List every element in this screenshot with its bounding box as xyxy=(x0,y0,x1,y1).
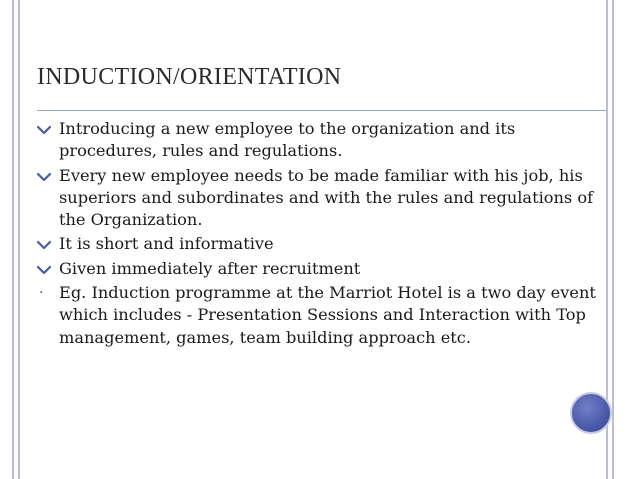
bullet-text: Eg. Induction programme at the Marriot Hotel is a two day event which includes - Presentation Sessions and Interaction with Top management, games, team building approach etc. xyxy=(59,283,596,347)
right-rail-line xyxy=(612,0,614,479)
bullet-item xyxy=(37,165,597,232)
bullet-text: Given immediately after recruitment xyxy=(59,258,361,278)
bullet-list xyxy=(37,118,597,351)
dot-bullet-icon: · xyxy=(39,285,44,302)
left-rail-line xyxy=(18,0,20,479)
chevron-bullet-icon xyxy=(37,265,51,275)
title-divider xyxy=(37,110,606,111)
bullet-text: It is short and informative xyxy=(59,234,274,254)
bullet-text: Introducing a new employee to the organization and its procedures, rules and regulations. xyxy=(59,119,516,161)
chevron-bullet-icon xyxy=(37,172,51,182)
decorative-circle-icon xyxy=(570,392,612,434)
bullet-item xyxy=(37,233,597,255)
chevron-bullet-icon xyxy=(37,125,51,135)
bullet-item xyxy=(37,282,597,349)
bullet-item xyxy=(37,118,597,163)
chevron-bullet-icon xyxy=(37,240,51,250)
slide-title: INDUCTION/ORIENTATION xyxy=(37,64,342,90)
bullet-text: Every new employee needs to be made familiar with his job, his superiors and subordinates and with the rules and regulations of the Organization. xyxy=(59,165,594,230)
left-rail-line xyxy=(12,0,14,479)
bullet-item xyxy=(37,258,597,280)
